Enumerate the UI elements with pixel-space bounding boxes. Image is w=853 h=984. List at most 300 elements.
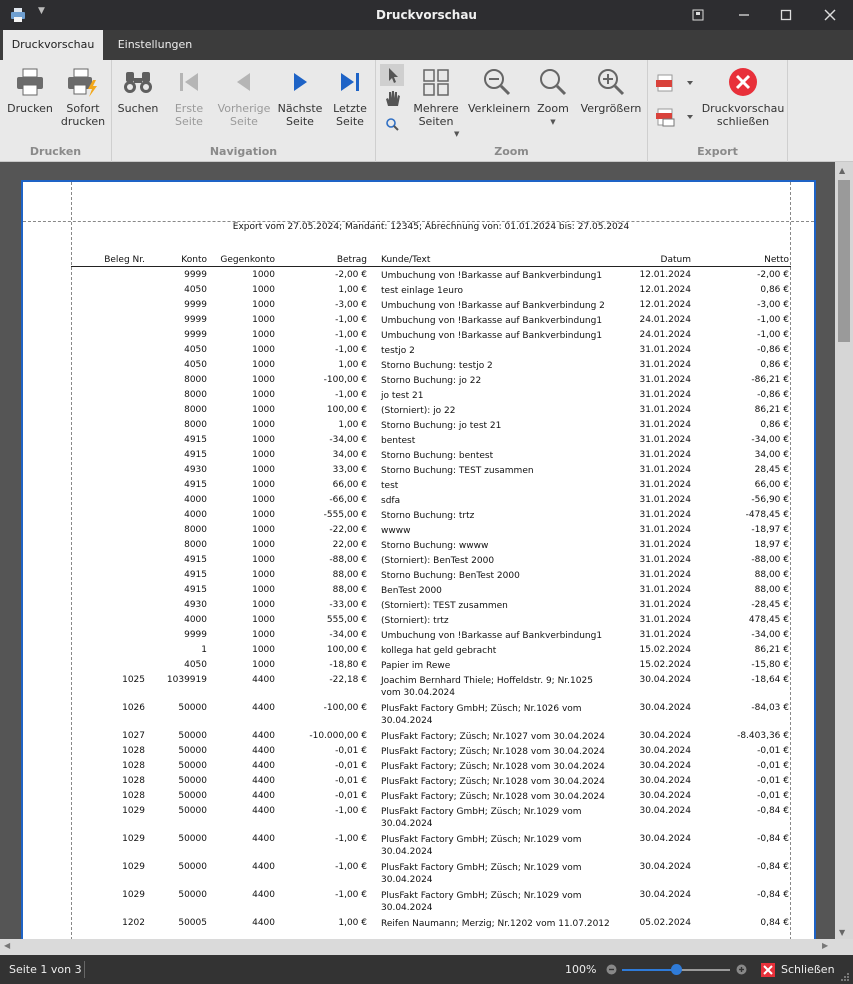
table-row [71, 312, 791, 327]
cell-netto: -18,97 € [751, 525, 789, 535]
cell-betrag: -1,00 € [335, 806, 367, 816]
cell-netto: -0,01 € [757, 791, 789, 801]
table-row [71, 743, 791, 758]
cell-gegenkonto: 1000 [252, 315, 275, 325]
cell-betrag: 100,00 € [326, 405, 367, 415]
cell-netto: 34,00 € [754, 450, 789, 460]
maximize-icon [780, 9, 792, 21]
cell-beleg: 1029 [122, 890, 145, 900]
cell-kunde: Joachim Bernhard Thiele; Hoffeldstr. 9; Nr.1025 vom 30.04.2024 [381, 676, 593, 698]
tab-einstellungen[interactable]: Einstellungen [117, 38, 193, 51]
cell-konto: 50000 [178, 834, 207, 844]
cell-konto: 50000 [178, 890, 207, 900]
zoom-icon [537, 66, 569, 98]
cell-gegenkonto: 4400 [252, 791, 275, 801]
export-pdf-mail-button[interactable] [654, 106, 694, 128]
cell-konto: 50000 [178, 761, 207, 771]
cell-beleg: 1026 [122, 703, 145, 713]
zoom-slider-fill [622, 969, 676, 971]
report-rows [71, 267, 791, 930]
cell-konto: 1 [201, 645, 207, 655]
status-close-label: Schließen [781, 963, 835, 976]
cell-netto: -478,45 € [745, 510, 789, 520]
next-page-icon [284, 66, 316, 98]
cell-gegenkonto: 1000 [252, 630, 275, 640]
table-row [71, 492, 791, 507]
table-row [71, 447, 791, 462]
vertical-scrollbar[interactable] [835, 162, 853, 942]
cell-konto: 50000 [178, 746, 207, 756]
cell-datum: 31.01.2024 [639, 345, 691, 355]
cell-gegenkonto: 1000 [252, 330, 275, 340]
table-row [71, 831, 791, 859]
previous-page-label-2: Seite [230, 115, 258, 128]
vertical-scroll-thumb[interactable] [838, 180, 850, 342]
cell-kunde: Umbuchung von !Barkasse auf Bankverbindung1 [381, 331, 603, 341]
table-row [71, 788, 791, 803]
cell-kunde: PlusFakt Factory GmbH; Züsch; Nr.1026 vom 30.04.2024 [381, 704, 582, 726]
cell-kunde: wwww [381, 526, 411, 536]
cell-konto: 4915 [184, 480, 207, 490]
cell-netto: 18,97 € [754, 540, 789, 550]
cell-datum: 05.02.2024 [639, 918, 691, 928]
zoom-in-button[interactable] [580, 66, 642, 115]
cell-beleg: 1028 [122, 776, 145, 786]
cell-netto: 86,21 € [754, 645, 789, 655]
cell-netto: -18,64 € [751, 675, 789, 685]
restore-ribbon-button[interactable] [688, 5, 708, 25]
resize-grip-icon[interactable] [840, 972, 850, 982]
title-bar [0, 0, 853, 30]
maximize-button[interactable] [776, 5, 796, 25]
cell-betrag: -1,00 € [335, 315, 367, 325]
header-konto: Konto [181, 255, 207, 265]
cell-gegenkonto: 1000 [252, 300, 275, 310]
table-row [71, 537, 791, 552]
cell-konto: 4000 [184, 615, 207, 625]
cell-gegenkonto: 4400 [252, 703, 275, 713]
cell-betrag: -1,00 € [335, 862, 367, 872]
last-page-icon [334, 66, 366, 98]
cell-konto: 4915 [184, 585, 207, 595]
cell-konto: 8000 [184, 390, 207, 400]
cell-kunde: sdfa [381, 496, 401, 506]
window-layout-icon [692, 9, 704, 21]
close-x-icon [761, 963, 775, 977]
cell-netto: -34,00 € [751, 435, 789, 445]
close-preview-label-2: schließen [716, 115, 770, 128]
cell-betrag: 1,00 € [338, 360, 367, 370]
cell-konto: 50000 [178, 731, 207, 741]
cell-konto: 8000 [184, 420, 207, 430]
cell-kunde: (Storniert): TEST zusammen [381, 601, 508, 611]
cell-gegenkonto: 1000 [252, 480, 275, 490]
zoom-slider[interactable] [622, 969, 730, 971]
cell-kunde: bentest [381, 436, 416, 446]
cell-betrag: -22,00 € [329, 525, 367, 535]
cell-netto: -0,84 € [757, 834, 789, 844]
next-page-button[interactable] [276, 66, 324, 128]
cell-konto: 9999 [184, 315, 207, 325]
cell-datum: 12.01.2024 [639, 270, 691, 280]
scroll-left-icon[interactable]: ◀ [4, 941, 11, 950]
table-row [71, 477, 791, 492]
cell-betrag: 88,00 € [332, 570, 367, 580]
table-row [71, 372, 791, 387]
cell-kunde: Storno Buchung: jo test 21 [381, 421, 502, 431]
horizontal-scrollbar[interactable] [0, 939, 835, 955]
multiple-pages-label-2: Seiten [418, 115, 454, 128]
zoom-out-button[interactable] [468, 66, 531, 115]
previous-page-label-1: Vorherige [217, 102, 271, 115]
cell-konto: 4050 [184, 360, 207, 370]
hand-tool-button[interactable] [380, 88, 404, 110]
cell-betrag: -2,00 € [335, 270, 367, 280]
cell-gegenkonto: 1000 [252, 645, 275, 655]
cell-betrag: -1,00 € [335, 390, 367, 400]
close-preview-button[interactable] [700, 66, 786, 128]
cell-datum: 30.04.2024 [639, 776, 691, 786]
table-row [71, 657, 791, 672]
cell-betrag: 88,00 € [332, 585, 367, 595]
cell-gegenkonto: 1000 [252, 555, 275, 565]
cell-gegenkonto: 1000 [252, 450, 275, 460]
cell-gegenkonto: 1000 [252, 345, 275, 355]
cell-datum: 30.04.2024 [639, 862, 691, 872]
cell-betrag: -3,00 € [335, 300, 367, 310]
table-row [71, 402, 791, 417]
cell-betrag: -1,00 € [335, 834, 367, 844]
cell-datum: 12.01.2024 [639, 300, 691, 310]
cell-datum: 31.01.2024 [639, 465, 691, 475]
zoom-button[interactable] [532, 66, 574, 129]
report-table [71, 252, 791, 930]
cell-datum: 31.01.2024 [639, 615, 691, 625]
cell-betrag: -34,00 € [329, 435, 367, 445]
table-row [71, 387, 791, 402]
cell-beleg: 1028 [122, 761, 145, 771]
scroll-down-icon[interactable]: ▼ [839, 928, 846, 937]
cell-betrag: -34,00 € [329, 630, 367, 640]
cell-netto: -86,21 € [751, 375, 789, 385]
cell-gegenkonto: 1000 [252, 660, 275, 670]
cell-gegenkonto: 4400 [252, 746, 275, 756]
cell-gegenkonto: 1000 [252, 435, 275, 445]
header-betrag: Betrag [336, 255, 367, 265]
table-row [71, 552, 791, 567]
cell-gegenkonto: 1000 [252, 585, 275, 595]
export-pdf-button[interactable] [654, 72, 694, 94]
cell-datum: 30.04.2024 [639, 791, 691, 801]
cell-beleg: 1025 [122, 675, 145, 685]
cell-datum: 31.01.2024 [639, 555, 691, 565]
cell-kunde: PlusFakt Factory GmbH; Züsch; Nr.1029 vom 30.04.2024 [381, 807, 582, 829]
close-circle-icon [727, 66, 759, 98]
cell-kunde: PlusFakt Factory GmbH; Züsch; Nr.1029 vom 30.04.2024 [381, 863, 582, 885]
zoom-slider-thumb[interactable] [671, 964, 682, 975]
cell-kunde: Storno Buchung: bentest [381, 451, 494, 461]
zoom-plus-icon[interactable] [736, 964, 747, 975]
quick-print-icon [67, 66, 99, 98]
cell-konto: 8000 [184, 405, 207, 415]
cell-netto: 0,86 € [760, 360, 789, 370]
table-row [71, 642, 791, 657]
search-button[interactable] [116, 66, 160, 115]
print-label: Drucken [7, 102, 53, 115]
pdf-mail-icon [654, 106, 694, 128]
cell-konto: 4050 [184, 660, 207, 670]
cell-datum: 31.01.2024 [639, 525, 691, 535]
header-netto: Netto [764, 255, 789, 265]
cell-datum: 30.04.2024 [639, 806, 691, 816]
table-row [71, 887, 791, 915]
cell-kunde: testjo 2 [381, 346, 415, 356]
quick-print-label-2: drucken [60, 115, 106, 128]
cell-kunde: Storno Buchung: BenTest 2000 [381, 571, 520, 581]
close-preview-label-1: Druckvorschau [701, 102, 785, 115]
cell-datum: 31.01.2024 [639, 375, 691, 385]
cell-datum: 30.04.2024 [639, 890, 691, 900]
cell-betrag: -66,00 € [329, 495, 367, 505]
cell-kunde: PlusFakt Factory; Züsch; Nr.1028 vom 30.04.2024 [381, 762, 605, 772]
cell-kunde: Umbuchung von !Barkasse auf Bankverbindung 2 [381, 301, 605, 311]
cell-betrag: -100,00 € [323, 703, 367, 713]
cell-konto: 50000 [178, 703, 207, 713]
table-row [71, 462, 791, 477]
zoom-in-icon [595, 66, 627, 98]
cell-betrag: -0,01 € [335, 776, 367, 786]
cell-kunde: (Storniert): BenTest 2000 [381, 556, 495, 566]
cell-netto: 0,84 € [760, 918, 789, 928]
zoom-out-label: Verkleinern [468, 102, 531, 115]
cell-netto: -0,84 € [757, 862, 789, 872]
table-row [71, 417, 791, 432]
cell-datum: 24.01.2024 [639, 315, 691, 325]
cell-konto: 50000 [178, 806, 207, 816]
cell-netto: -0,84 € [757, 806, 789, 816]
multiple-pages-dropdown-icon: ▼ [454, 130, 460, 138]
cell-konto: 8000 [184, 540, 207, 550]
ribbon [0, 60, 853, 162]
report-page [21, 180, 816, 957]
tab-druckvorschau[interactable]: Druckvorschau [3, 30, 103, 60]
cell-gegenkonto: 1000 [252, 360, 275, 370]
magnifier-icon [380, 114, 404, 136]
cell-netto: 28,45 € [754, 465, 789, 475]
table-row [71, 342, 791, 357]
cell-beleg: 1202 [122, 918, 145, 928]
cell-konto: 9999 [184, 300, 207, 310]
cell-konto: 9999 [184, 330, 207, 340]
status-bar [0, 955, 853, 984]
cell-konto: 8000 [184, 525, 207, 535]
cell-netto: -0,01 € [757, 761, 789, 771]
scroll-right-icon[interactable]: ▶ [822, 941, 829, 950]
cell-beleg: 1027 [122, 731, 145, 741]
quick-print-button[interactable] [58, 66, 108, 128]
cell-kunde: Storno Buchung: TEST zusammen [381, 466, 534, 476]
cell-kunde: Papier im Rewe [381, 661, 451, 671]
quick-print-label-1: Sofort [66, 102, 100, 115]
cell-datum: 31.01.2024 [639, 480, 691, 490]
cell-netto: 0,86 € [760, 420, 789, 430]
cell-betrag: 34,00 € [332, 450, 367, 460]
cell-konto: 4915 [184, 570, 207, 580]
search-label: Suchen [117, 102, 159, 115]
cell-datum: 31.01.2024 [639, 585, 691, 595]
cell-betrag: -0,01 € [335, 791, 367, 801]
cell-betrag: -10.000,00 € [309, 731, 367, 741]
cell-datum: 30.04.2024 [639, 834, 691, 844]
close-window-button[interactable] [820, 5, 840, 25]
window-title: Druckvorschau [376, 8, 477, 22]
cell-netto: -2,00 € [757, 270, 789, 280]
cell-netto: -56,90 € [751, 495, 789, 505]
first-page-icon [173, 66, 205, 98]
pointer-tool-button[interactable] [380, 64, 404, 86]
cell-betrag: 33,00 € [332, 465, 367, 475]
cell-konto: 8000 [184, 375, 207, 385]
cell-konto: 9999 [184, 630, 207, 640]
cell-konto: 50000 [178, 862, 207, 872]
next-page-label-2: Seite [286, 115, 314, 128]
table-row [71, 612, 791, 627]
cell-beleg: 1029 [122, 834, 145, 844]
cell-betrag: -0,01 € [335, 746, 367, 756]
document-viewer[interactable] [0, 162, 853, 957]
zoom-level: 100% [565, 963, 597, 976]
cell-konto: 4000 [184, 495, 207, 505]
cell-gegenkonto: 1000 [252, 540, 275, 550]
group-label-export: Export [697, 145, 738, 158]
cell-beleg: 1028 [122, 791, 145, 801]
cell-betrag: 22,00 € [332, 540, 367, 550]
cell-datum: 31.01.2024 [639, 435, 691, 445]
multiple-pages-label-1: Mehrere [413, 102, 459, 115]
cell-gegenkonto: 1000 [252, 570, 275, 580]
cell-betrag: -0,01 € [335, 761, 367, 771]
cell-betrag: 555,00 € [326, 615, 367, 625]
table-row [71, 267, 791, 282]
previous-page-icon [228, 66, 260, 98]
last-page-button[interactable] [328, 66, 372, 128]
cell-datum: 30.04.2024 [639, 761, 691, 771]
last-page-label-2: Seite [336, 115, 364, 128]
cell-gegenkonto: 1000 [252, 600, 275, 610]
cell-kunde: (Storniert): jo 22 [381, 406, 456, 416]
previous-page-button[interactable] [216, 66, 272, 128]
first-page-label-2: Seite [175, 115, 203, 128]
cell-netto: -15,80 € [751, 660, 789, 670]
table-row [71, 522, 791, 537]
magnifier-tool-button[interactable] [380, 114, 404, 136]
zoom-dropdown-icon: ▼ [550, 118, 556, 126]
zoom-in-label: Vergrößern [580, 102, 642, 115]
cell-netto: 478,45 € [748, 615, 789, 625]
cell-kunde: BenTest 2000 [381, 586, 442, 596]
minimize-button[interactable] [734, 5, 754, 25]
cell-gegenkonto: 4400 [252, 761, 275, 771]
cell-netto: -34,00 € [751, 630, 789, 640]
hand-icon [380, 88, 404, 110]
first-page-button[interactable] [166, 66, 212, 128]
group-label-drucken: Drucken [29, 145, 82, 158]
cell-beleg: 1028 [122, 746, 145, 756]
cell-konto: 4050 [184, 285, 207, 295]
scrollbar-corner [835, 939, 853, 955]
cell-netto: -0,01 € [757, 746, 789, 756]
cell-gegenkonto: 1000 [252, 405, 275, 415]
cell-konto: 1039919 [166, 675, 207, 685]
zoom-minus-icon[interactable] [606, 964, 617, 975]
cell-betrag: -18,80 € [329, 660, 367, 670]
cell-kunde: test [381, 481, 399, 491]
cell-datum: 31.01.2024 [639, 495, 691, 505]
cell-kunde: PlusFakt Factory GmbH; Züsch; Nr.1029 vom 30.04.2024 [381, 835, 582, 857]
table-row [71, 672, 791, 700]
cell-netto: -0,86 € [757, 390, 789, 400]
cell-kunde: kollega hat geld gebracht [381, 646, 497, 656]
cell-netto: 86,21 € [754, 405, 789, 415]
table-row [71, 627, 791, 642]
cell-betrag: -1,00 € [335, 330, 367, 340]
header-datum: Datum [660, 255, 691, 265]
cell-netto: 88,00 € [754, 570, 789, 580]
table-row [71, 803, 791, 831]
group-zoom [376, 60, 648, 162]
cell-datum: 30.04.2024 [639, 731, 691, 741]
group-navigation [112, 60, 376, 162]
print-button[interactable] [6, 66, 54, 115]
cell-konto: 9999 [184, 270, 207, 280]
cell-betrag: -100,00 € [323, 375, 367, 385]
cell-betrag: -1,00 € [335, 345, 367, 355]
table-row [71, 915, 791, 930]
cell-netto: -0,86 € [757, 345, 789, 355]
cell-gegenkonto: 1000 [252, 270, 275, 280]
cell-beleg: 1029 [122, 806, 145, 816]
cell-kunde: Umbuchung von !Barkasse auf Bankverbindung1 [381, 631, 603, 641]
cell-gegenkonto: 1000 [252, 510, 275, 520]
cell-gegenkonto: 1000 [252, 285, 275, 295]
cell-betrag: 100,00 € [326, 645, 367, 655]
cell-betrag: -88,00 € [329, 555, 367, 565]
quick-access-dropdown-icon[interactable]: ▼ [38, 6, 45, 16]
cell-gegenkonto: 4400 [252, 834, 275, 844]
cell-datum: 30.04.2024 [639, 703, 691, 713]
report-title: Export vom 27.05.2024; Mandant: 12345; Abrechnung von: 01.01.2024 bis: 27.05.2024 [232, 222, 630, 232]
cell-betrag: -555,00 € [323, 510, 367, 520]
scroll-up-icon[interactable]: ▲ [839, 166, 846, 175]
status-separator [84, 961, 85, 978]
cell-datum: 31.01.2024 [639, 450, 691, 460]
next-page-label-1: Nächste [277, 102, 323, 115]
table-row [71, 327, 791, 342]
multiple-pages-button[interactable] [410, 66, 462, 138]
cell-datum: 15.02.2024 [639, 660, 691, 670]
cell-datum: 12.01.2024 [639, 285, 691, 295]
cell-kunde: PlusFakt Factory; Züsch; Nr.1028 vom 30.04.2024 [381, 777, 605, 787]
cell-netto: -28,45 € [751, 600, 789, 610]
cell-konto: 4915 [184, 450, 207, 460]
cell-netto: 0,86 € [760, 285, 789, 295]
group-drucken [0, 60, 112, 162]
cell-konto: 50005 [178, 918, 207, 928]
cell-kunde: jo test 21 [381, 391, 424, 401]
cell-gegenkonto: 4400 [252, 862, 275, 872]
cell-datum: 30.04.2024 [639, 675, 691, 685]
cell-konto: 50000 [178, 776, 207, 786]
